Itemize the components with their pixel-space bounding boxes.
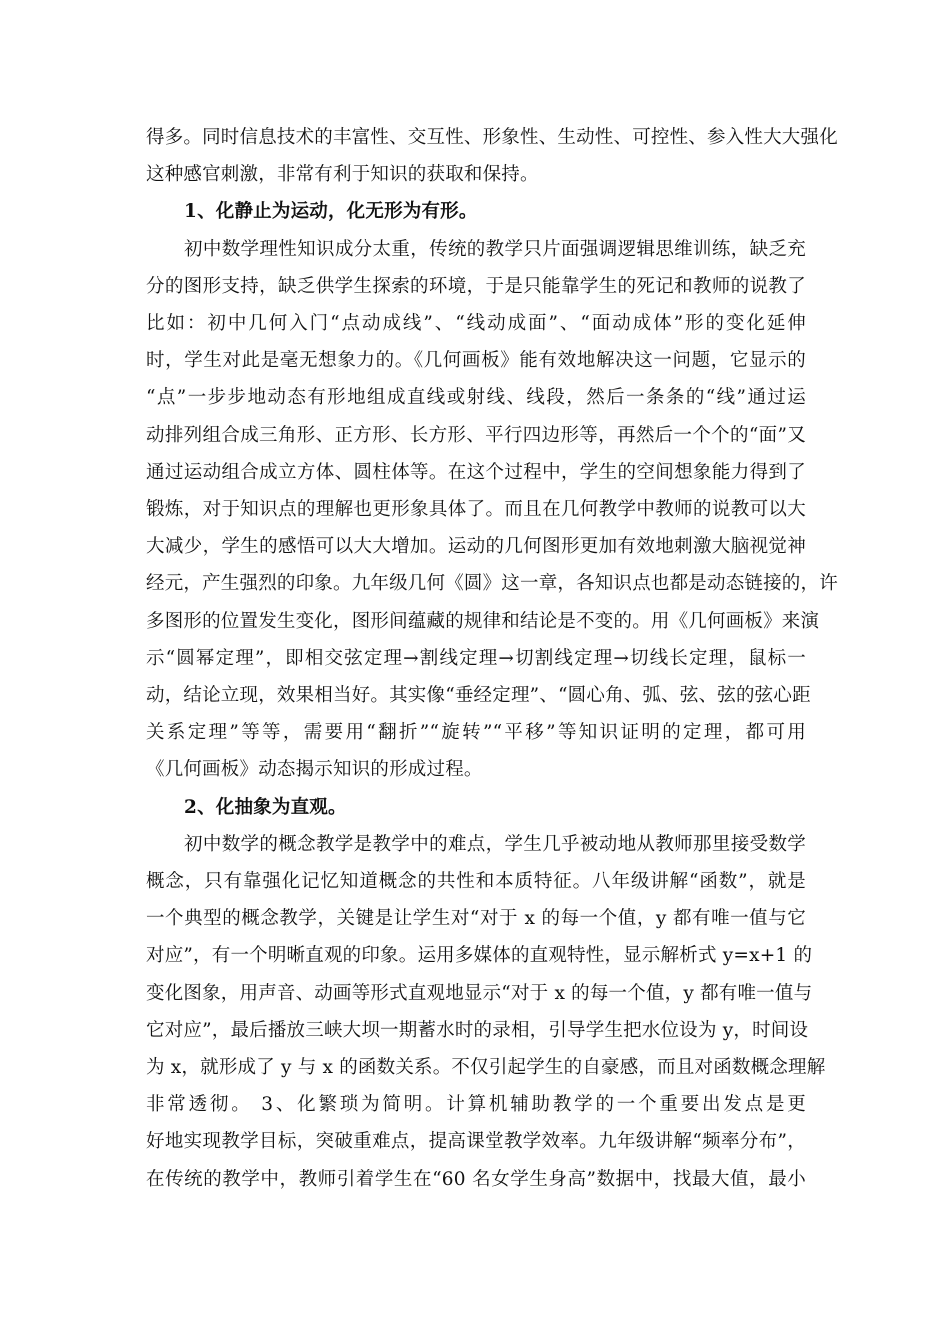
paragraph-line: 变化图象，用声音、动画等形式直观地显示“对于 x 的每一个值，y 都有唯一值与 <box>146 982 813 1004</box>
paragraph-line: 对应”，有一个明晰直观的印象。运用多媒体的直观特性，显示解析式 y=x+1 的 <box>146 945 813 967</box>
section-heading: 2、化抽象为直观。 <box>184 796 347 818</box>
paragraph-line: 概念，只有靠强化记忆知道概念的共性和本质特征。八年级讲解“函数”，就是 <box>146 871 806 892</box>
paragraph-line: 这种感官刺激，非常有利于知识的获取和保持。 <box>146 164 539 186</box>
paragraph-line: 多图形的位置发生变化，图形间蕴藏的规律和结论是不变的。用《几何画板》来演 <box>146 610 820 632</box>
section-heading: 1、化静止为运动，化无形为有形。 <box>184 201 478 223</box>
paragraph-line: 在传统的教学中，教师引着学生在“60 名女学生身高”数据中，找最大值，最小 <box>146 1168 806 1190</box>
paragraph-line: 锻炼，对于知识点的理解也更形象具体了。而且在几何教学中教师的说教可以大 <box>146 499 806 520</box>
paragraph-line: 大减少，学生的感悟可以大大增加。运动的几何图形更加有效地刺激大脑视觉神 <box>146 536 806 558</box>
paragraph-line: 《几何画板》动态揭示知识的形成过程。 <box>146 759 483 781</box>
paragraph-line: 为 x，就形成了 y 与 x 的函数关系。不仅引起学生的自豪感，而且对函数概念理解 <box>146 1057 826 1078</box>
paragraph-line: 分的图形支持，缺乏供学生探索的环境，于是只能靠学生的死记和教师的说教了 <box>146 275 806 297</box>
paragraph-line: 它对应”，最后播放三峡大坝一期蓄水时的录相，引导学生把水位设为 y，时间设 <box>146 1019 809 1041</box>
paragraph-line: 动，结论立现，效果相当好。其实像“垂经定理”、“圆心角、弧、弦、弦的弦心距 <box>146 685 811 706</box>
paragraph-line: 通过运动组合成立方体、圆柱体等。在这个过程中，学生的空间想象能力得到了 <box>146 461 806 483</box>
paragraph-line: 时，学生对此是毫无想象力的。《几何画板》能有效地解决这一问题，它显示的 <box>146 350 806 372</box>
paragraph-line: 比如：初中几何入门“点动成线”、“线动成面”、“面动成体”形的变化延伸 <box>146 313 806 334</box>
paragraph-line: “点”一步步地动态有形地组成直线或射线、线段，然后一条条的“线”通过运 <box>146 387 806 409</box>
paragraph-line: 关系定理”等等，需要用“翻折”“旋转”“平移”等知识证明的定理，都可用 <box>146 722 806 744</box>
paragraph-line: 动排列组合成三角形、正方形、长方形、平行四边形等，再然后一个个的“面”又 <box>146 424 806 446</box>
paragraph-line: 初中数学的概念教学是教学中的难点，学生几乎被动地从教师那里接受数学 <box>184 833 806 855</box>
paragraph-line: 一个典型的概念教学，关键是让学生对“对于 x 的每一个值，y 都有唯一值与它 <box>146 908 806 930</box>
paragraph-line: 经元，产生强烈的印象。九年级几何《圆》这一章，各知识点也都是动态链接的，许 <box>146 573 838 595</box>
paragraph-line: 示“圆幂定理”，即相交弦定理→割线定理→切割线定理→切线长定理，鼠标一 <box>146 647 806 669</box>
paragraph-line: 非常透彻。 3、化繁琐为简明。计算机辅助教学的一个重要出发点是更 <box>146 1094 806 1116</box>
paragraph-line: 好地实现教学目标，突破重难点，提高课堂教学效率。九年级讲解“频率分布”， <box>146 1131 806 1153</box>
paragraph-line: 得多。同时信息技术的丰富性、交互性、形象性、生动性、可控性、参入性大大强化 <box>146 127 838 148</box>
paragraph-line: 初中数学理性知识成分太重，传统的教学只片面强调逻辑思维训练，缺乏充 <box>184 238 806 260</box>
